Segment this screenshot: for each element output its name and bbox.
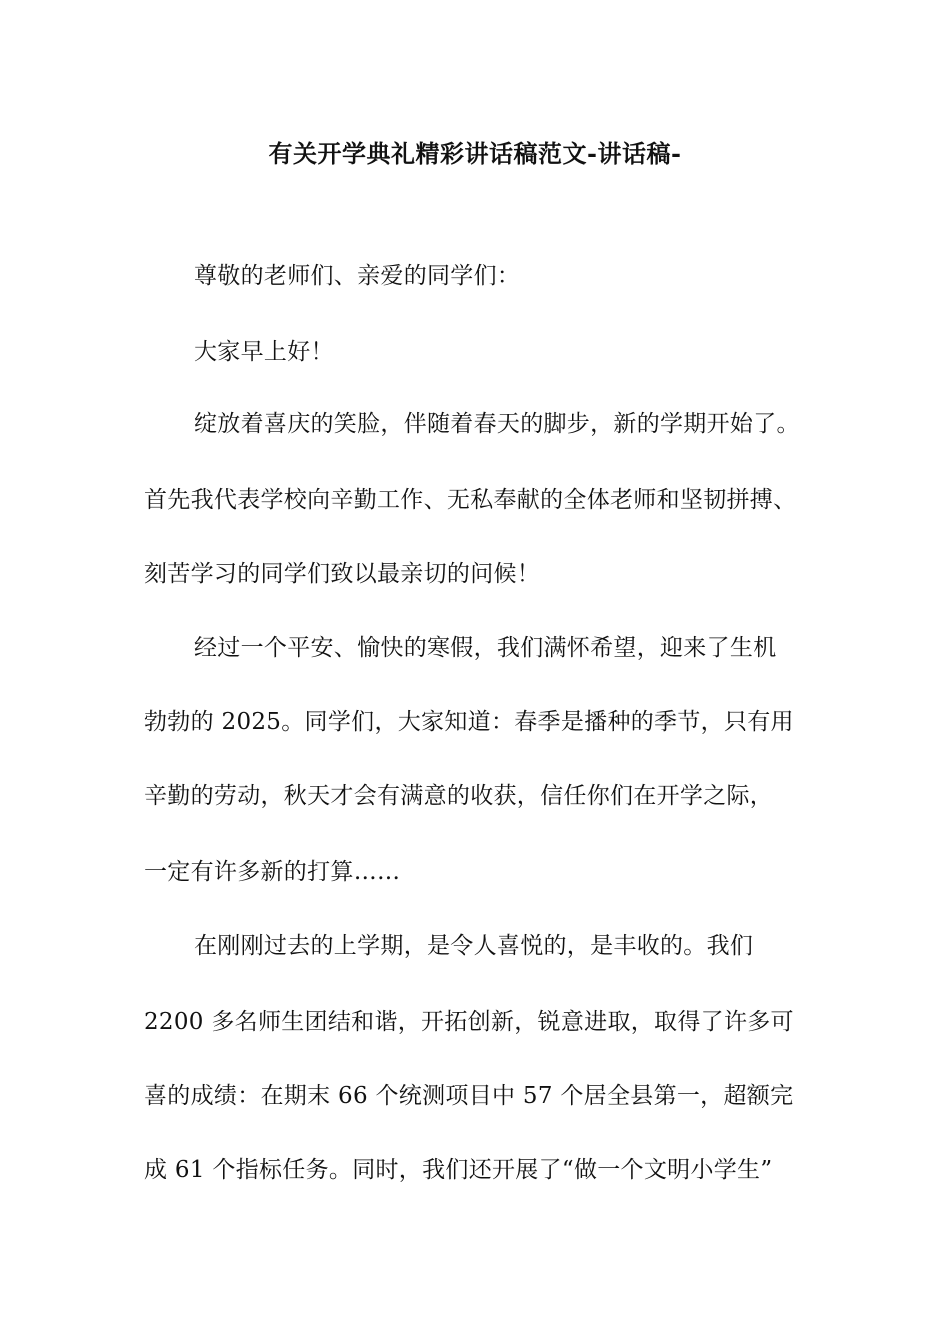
paragraph-line: 成 61 个指标任务。同时，我们还开展了“做一个文明小学生” [144,1157,773,1183]
paragraph-line: 刻苦学习的同学们致以最亲切的问候！ [144,561,541,587]
paragraph-line: 经过一个平安、愉快的寒假，我们满怀希望，迎来了生机 [194,635,777,661]
paragraph-line: 喜的成绩：在期末 66 个统测项目中 57 个居全县第一，超额完 [144,1083,794,1109]
paragraph-line: 在刚刚过去的上学期，是令人喜悦的，是丰收的。我们 [194,933,754,959]
paragraph-line: 绽放着喜庆的笑脸，伴随着春天的脚步，新的学期开始了。 [194,411,800,437]
paragraph-line: 首先我代表学校向辛勤工作、无私奉献的全体老师和坚韧拼搏、 [144,487,797,513]
paragraph-line: 一定有许多新的打算…… [144,859,401,885]
salutation-line: 尊敬的老师们、亲爱的同学们： [194,263,521,289]
document-title: 有关开学典礼精彩讲话稿范文-讲话稿- [268,139,682,168]
paragraph-line: 辛勤的劳动，秋天才会有满意的收获，信任你们在开学之际， [144,783,774,809]
paragraph-line: 2200 多名师生团结和谐，开拓创新，锐意进取，取得了许多可 [144,1009,794,1035]
greeting-line: 大家早上好！ [194,339,334,365]
paragraph-line: 勃勃的 2025。同学们，大家知道：春季是播种的季节，只有用 [144,709,794,735]
